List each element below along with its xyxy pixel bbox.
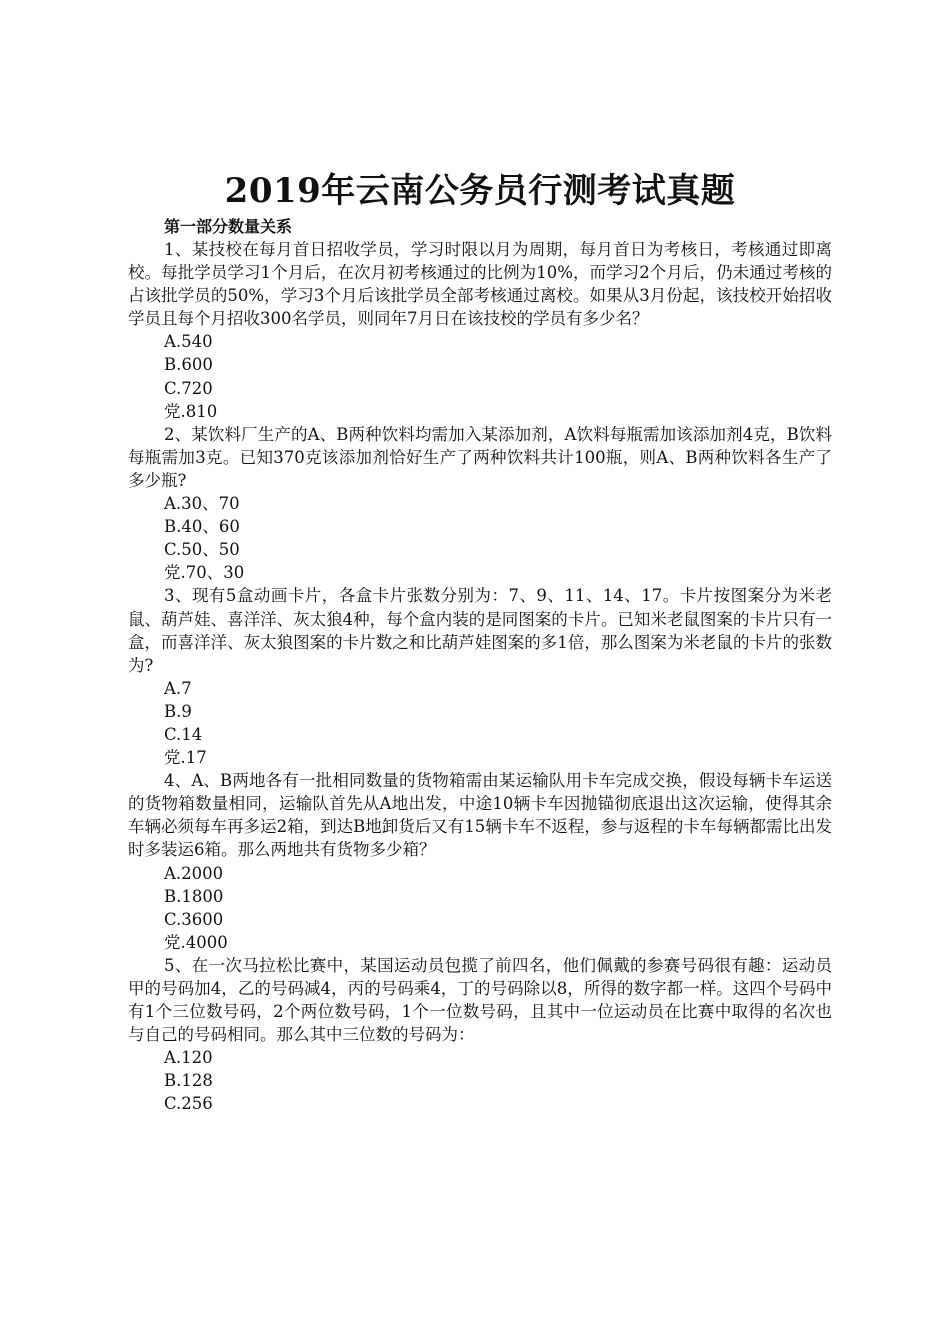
option-c: C.14 xyxy=(164,724,203,744)
option-b: B.600 xyxy=(164,355,213,375)
option-a: A.120 xyxy=(164,1048,213,1068)
section-heading: 第一部分数量关系 xyxy=(164,217,293,236)
option-c: C.50、50 xyxy=(164,540,240,560)
question-5 xyxy=(128,954,832,1116)
question-1 xyxy=(128,238,832,423)
option-a: A.7 xyxy=(164,678,192,698)
question-2 xyxy=(128,423,832,585)
question-stem: 5、在一次马拉松比赛中，某国运动员包揽了前四名，他们佩戴的参赛号码很有趣：运动员甲的号码加4，乙的号码减4，丙的号码乘4，丁的号码除以8，所得的数字都一样。这四个号码中有1个三位数号码，2个两位数号码，1个一位数号码，且其中一位运动员在比赛中取得的名次也与自己的号码相同。那么其中三位数的号码为： xyxy=(128,955,832,1045)
option-c: C.256 xyxy=(164,1094,213,1114)
question-stem: 1、某技校在每月首日招收学员，学习时限以月为周期，每月首日为考核日，考核通过即离校。每批学员学习1个月后，在次月初考核通过的比例为10%，而学习2个月后，仍未通过考核的占该批学员的50%，学习3个月后该批学员全部考核通过离校。如果从3月份起，该技校开始招收学员且每个月招收300名学员，则同年7月日在该技校的学员有多少名？ xyxy=(128,240,832,329)
option-b: B.9 xyxy=(164,701,192,721)
question-stem: 4、A、B两地各有一批相同数量的货物箱需由某运输队用卡车完成交换，假设每辆卡车运送的货物箱数量相同，运输队首先从A地出发，中途10辆卡车因抛锚彻底退出这次运输，使得其余车辆必须每车再多运2箱，到达B地卸货后又有15辆卡车不返程，参与返程的卡车每辆都需比出发时多装运6箱。那么两地共有货物多少箱？ xyxy=(128,771,832,860)
option-d: 党.70、30 xyxy=(164,563,245,583)
option-b: B.128 xyxy=(164,1071,213,1091)
option-a: A.540 xyxy=(164,332,213,352)
option-c: C.3600 xyxy=(164,909,224,929)
option-d: 党.810 xyxy=(164,401,218,421)
option-a: A.2000 xyxy=(164,863,224,883)
option-c: C.720 xyxy=(164,378,213,398)
question-stem: 3、现有5盒动画卡片，各盒卡片张数分别为：7、9、11、14、17。卡片按图案分为米老鼠、葫芦娃、喜洋洋、灰太狼4种，每个盒内装的是同图案的卡片。已知米老鼠图案的卡片只有一盒，而喜洋洋、灰太狼图案的卡片数之和比葫芦娃图案的多1倍，那么图案为米老鼠的卡片的张数为? xyxy=(128,586,832,675)
question-4 xyxy=(128,769,832,954)
option-a: A.30、70 xyxy=(164,494,240,514)
option-d: 党.17 xyxy=(164,748,207,768)
option-b: B.40、60 xyxy=(164,517,240,537)
document-title: 2019年云南公务员行测考试真题 xyxy=(224,171,736,211)
question-stem: 2、某饮料厂生产的A、B两种饮料均需加入某添加剂，A饮料每瓶需加该添加剂4克，B饮料每瓶需加3克。已知370克该添加剂恰好生产了两种饮料共计100瓶，则A、B两种饮料各生产了多少瓶? xyxy=(128,424,832,490)
document-page xyxy=(128,168,832,1116)
question-3 xyxy=(128,584,832,769)
option-b: B.1800 xyxy=(164,886,224,906)
option-d: 党.4000 xyxy=(164,932,228,952)
